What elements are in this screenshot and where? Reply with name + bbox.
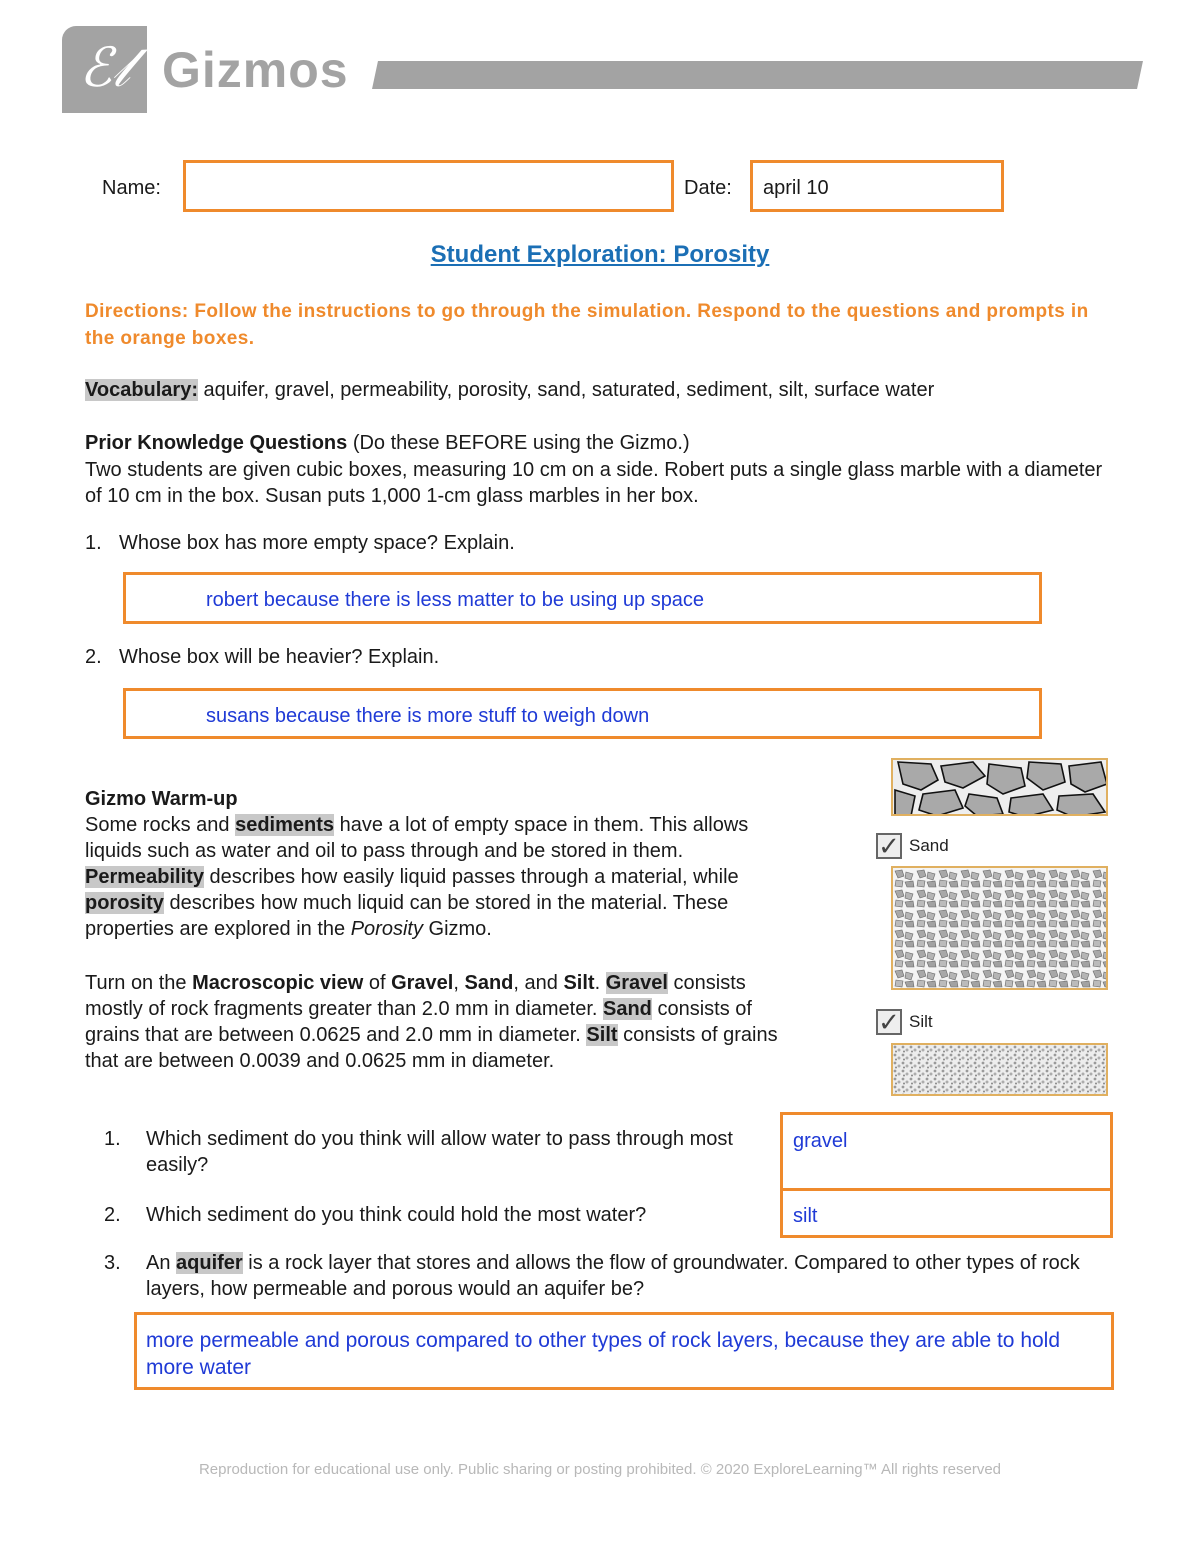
brand-name: Gizmos [162,42,349,98]
term-silt: Silt [563,972,595,994]
silt-grains [893,1045,1108,1096]
warmup-heading [85,786,238,812]
prior-q1-answer: robert because there is less matter to be using up space [206,589,705,611]
prior-knowledge-heading [85,430,1115,456]
text-run: consists of grains that are between 0.0625 and 2.0 mm in diameter. [85,998,752,1046]
logo-badge [62,26,147,113]
page-title: Student Exploration: Porosity [430,241,770,268]
silt-checkbox[interactable] [876,1009,902,1035]
name-field[interactable] [183,160,674,212]
text-run: of [363,972,392,994]
vocabulary-words: aquifer, gravel, permeability, porosity, sand, saturated, sediment, silt, surface water [198,379,935,401]
warmup-q3-text [146,1250,1106,1302]
sand-macroscopic-image [891,866,1108,990]
term-gravel: Gravel [391,972,454,994]
text-run: . [594,972,606,994]
header-bar [372,61,1143,89]
vocabulary-label: Vocabulary: [85,379,198,401]
text-run: describes how much liquid can be stored in the material. These properties are explored in the [85,892,729,940]
prior-q2-text: Whose box will be heavier? Explain. [119,646,440,668]
warmup-paragraph-1 [85,812,805,942]
directions-text: Directions: Follow the instructions to go through the simulation. Respond to the questions and prompts in the orange boxes. [85,301,1089,349]
date-value: april 10 [763,177,829,199]
prior-q2-number: 2. [85,646,102,668]
prior-q1-text: Whose box has more empty space? Explain. [119,532,515,554]
text-run: is a rock layer that stores and allows the flow of groundwater. Compared to other types of rock layers, how permeable and porous would an aquifer be? [146,1252,1080,1300]
warmup-q3-number: 3. [104,1252,121,1274]
prior-heading-text: Prior Knowledge Questions [85,432,348,454]
warmup-q3-answer-box[interactable] [134,1312,1114,1390]
silt-macroscopic-image [891,1043,1108,1096]
sand-checkbox[interactable] [876,833,902,859]
name-label: Name: [102,177,161,199]
silt-checkbox-label: Silt [909,1012,933,1031]
warmup-q1-answer[interactable]: gravel [793,1130,848,1152]
warmup-q2-number: 2. [104,1204,121,1226]
text-run: consists of grains that are between 0.0039 and 0.0625 mm in diameter. [85,1024,778,1072]
prior-q2-answer-box[interactable] [123,688,1042,739]
footer-copyright: Reproduction for educational use only. Public sharing or posting prohibited. © 2020 ExploreLearning™ All rights reserved [198,1461,1002,1478]
term-sand-highlight: Sand [603,998,652,1020]
prior-q1-number: 1. [85,532,102,554]
prior-intro: Two students are given cubic boxes, measuring 10 cm on a side. Robert puts a single glass marble with a diameter of 10 cm in the box. Susan puts 1,000 1-cm glass marbles in her box. [85,459,1103,507]
text-run: Some rocks and [85,814,236,836]
warmup-q3-answer: more permeable and porous compared to other types of rock layers, because they are able to hold more water [146,1329,1061,1379]
warmup-q1-text: Which sediment do you think will allow water to pass through most easily? [146,1128,733,1176]
term-sediments: sediments [235,814,335,836]
warmup-paragraph-2 [85,970,805,1074]
warmup-q2-answer[interactable]: silt [793,1205,818,1227]
vocabulary-line [85,377,1115,403]
check-icon: ✓ [878,831,900,861]
date-field[interactable] [750,160,1004,212]
warmup-q1-number: 1. [104,1128,121,1150]
prior-q2-answer: susans because there is more stuff to weigh down [206,705,650,727]
text-run: , [453,972,465,994]
text-run: describes how easily liquid passes through a material, while [203,866,739,888]
warmup-q2-text: Which sediment do you think could hold the most water? [146,1204,647,1226]
term-aquifer: aquifer [176,1252,243,1274]
text-run: Turn on the [85,972,193,994]
warmup-answers-table [780,1112,1113,1238]
text-run: , and [513,972,564,994]
prior-q1-answer-box[interactable] [123,572,1042,624]
text-run: have a lot of empty space in them. This allows liquids such as water and oil to pass through and be stored in them. [85,814,749,862]
term-sand: Sand [464,972,514,994]
text-run: consists mostly of rock fragments greater than 2.0 mm in diameter. [85,972,746,1020]
table-divider [783,1188,1110,1191]
logo-mark: ℰ𝓁 [79,36,130,99]
gravel-grains [893,760,1108,816]
term-gravel-highlight: Gravel [605,972,668,994]
sand-grains [893,868,1108,990]
text-run: Gizmo. [422,918,492,940]
sand-checkbox-label: Sand [909,836,949,855]
term-macroscopic-view: Macroscopic view [192,972,364,994]
warmup-heading-text: Gizmo Warm-up [85,788,238,810]
term-porosity: porosity [85,892,164,914]
prior-heading-note: (Do these BEFORE using the Gizmo.) [347,432,690,454]
gizmo-name: Porosity [350,918,423,940]
date-label: Date: [684,177,732,199]
text-run: An [146,1252,177,1274]
term-permeability: Permeability [85,866,204,888]
check-icon: ✓ [878,1007,900,1037]
gravel-macroscopic-image [891,758,1108,816]
term-silt-highlight: Silt [586,1024,618,1046]
